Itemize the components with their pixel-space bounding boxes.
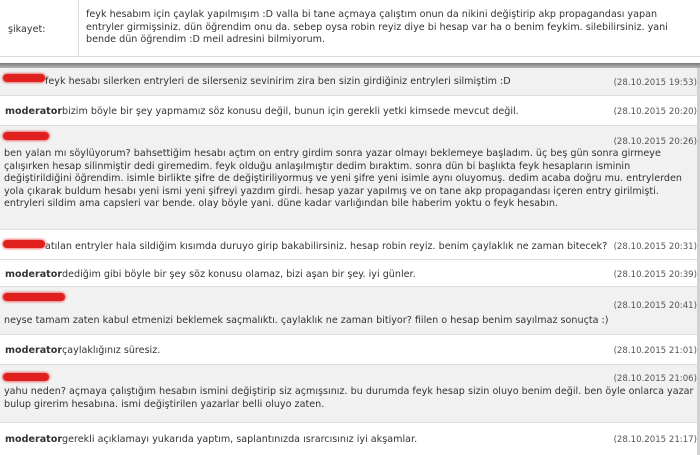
message-row bbox=[0, 230, 700, 260]
redacted-author bbox=[3, 373, 49, 381]
message-author[interactable]: moderator bbox=[5, 106, 63, 117]
redacted-author bbox=[3, 74, 45, 82]
message-timestamp: (28.10.2015 20:39) bbox=[613, 270, 697, 280]
message-text: atılan entryler hala sildiğim kısımda duruyo girip bakabilirsiniz. hesap robin reyiz. benim çaylaklık ne zaman bitecek? bbox=[45, 241, 608, 252]
message-row bbox=[0, 126, 700, 230]
message-text: feyk hesabı silerken entryleri de silerseniz sevinirim zira ben sizin girdiğiniz entryleri silmiştim :D bbox=[45, 76, 511, 87]
complaint-divider bbox=[78, 0, 79, 56]
message-row bbox=[0, 335, 700, 365]
complaint-text: feyk hesabım için çaylak yapılmışım :D valla bi tane açmaya çalıştım onun da nikini değiştirip akp propagandası yapan entryler girmişsiniz. dün öğrendim onu da. sebep oysa robin reyiz diye bi hesap var ha o benim feykim. silebilirsiniz. yani bende dün öğrendim :D meil adresini bilmiyorum. bbox=[86, 9, 668, 45]
complaint-label: şikayet: bbox=[8, 24, 46, 35]
message-timestamp: (28.10.2015 21:06) bbox=[613, 374, 697, 384]
redacted-author bbox=[3, 240, 45, 248]
message-author[interactable]: moderator bbox=[5, 434, 63, 445]
message-timestamp: (28.10.2015 19:53) bbox=[613, 78, 697, 88]
message-text: neyse tamam zaten kabul etmenizi beklemek saçmalıktı. çaylaklık ne zaman bitiyor? fiilen o hesap benim sayılmaz sonuçta :) bbox=[4, 315, 609, 326]
message-timestamp: (28.10.2015 20:41) bbox=[613, 301, 697, 311]
message-timestamp: (28.10.2015 21:17) bbox=[613, 435, 697, 445]
message-timestamp: (28.10.2015 21:01) bbox=[613, 346, 697, 356]
message-text: yahu neden? açmaya çalıştığım hesabın ismini değiştirip siz açmışsınız. bu durumda feyk hesap sizin oluyo benim değil. ben öyle onlarca yazar bulup girerim hesabına. ismi değiştirilen yazarlar belli oluyo zaten. bbox=[4, 386, 694, 410]
message-row bbox=[0, 96, 700, 126]
message-text: gerekli açıklamayı yukarıda yaptım, saplantınızda ısrarcısınız iyi akşamlar. bbox=[62, 434, 418, 445]
complaint-row bbox=[0, 0, 700, 57]
message-row bbox=[0, 423, 700, 455]
redacted-author bbox=[3, 132, 49, 140]
message-row bbox=[0, 287, 700, 335]
message-text: çaylaklığınız süresiz. bbox=[62, 345, 161, 356]
message-text: dediğim gibi böyle bir şey söz konusu olamaz, bizi aşan bir şey. iyi günler. bbox=[62, 269, 416, 280]
message-author[interactable]: moderator bbox=[5, 269, 63, 280]
message-row bbox=[0, 68, 700, 96]
message-row bbox=[0, 260, 700, 287]
message-text: bizim böyle bir şey yapmamız söz konusu değil, bunun için gerekli yetki kimsede mevcut değil. bbox=[62, 106, 519, 117]
message-timestamp: (28.10.2015 20:31) bbox=[613, 242, 697, 252]
redacted-author bbox=[3, 293, 65, 301]
message-text: ben yalan mı söylüyorum? bahsettiğim hesabı açtım on entry girdim sonra yazar olmayı beklemeye başladım. üç beş gün sonra girmeye çalışırken hesap silinmiştir dedi giremedim. feyk olduğu anlaşılmıştır dedim bıraktım. sonra dün bi başlıkta feyk hesapların isminin değiştirildiğini öğrendim. isimle birlikte şifre de değiştiriliyormuş ve yeni şifre yeni isimle aynı oluyomuş. dedim acaba doğru mu. entrylerden yola çıkarak buldum hesabı yeni ismi yeni şifreyi yazdım girdi. hesap yazar yapılmış ve on tane akp propagandası içeren entry girilmişti. entryleri sildim ama capsleri var bende. olay böyle yani. düne kadar varlığından bile haberim yoktu o feyk hesabın. bbox=[4, 148, 682, 210]
message-author[interactable]: moderator bbox=[5, 345, 63, 356]
message-timestamp: (28.10.2015 20:20) bbox=[613, 107, 697, 117]
message-timestamp: (28.10.2015 20:26) bbox=[613, 137, 697, 147]
message-row bbox=[0, 365, 700, 423]
